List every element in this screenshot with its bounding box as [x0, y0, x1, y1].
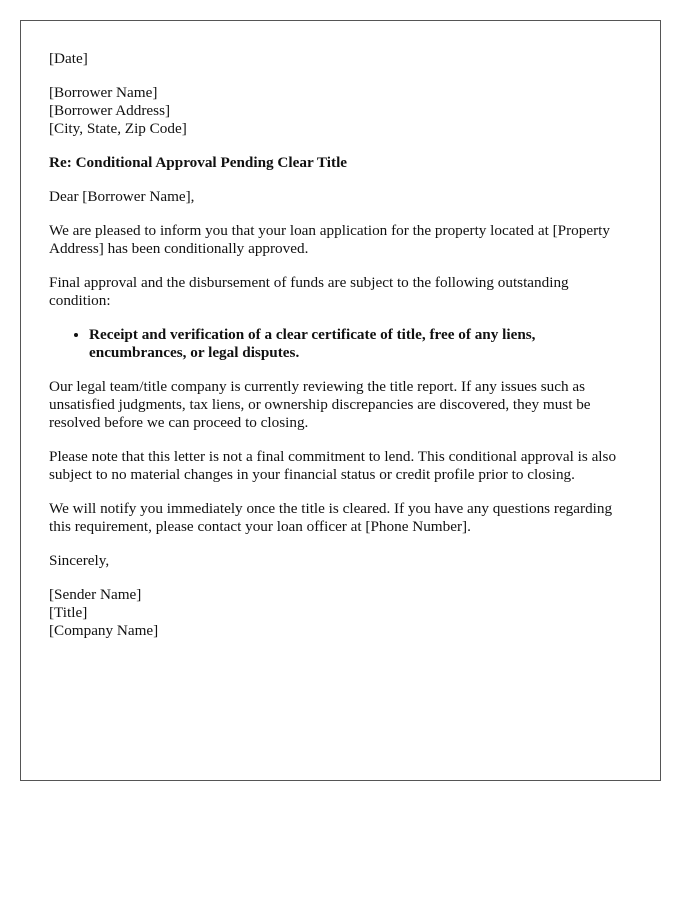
sender-company: [Company Name] [49, 622, 159, 639]
signature-block [49, 586, 632, 640]
condition-item-clear-title: • Receipt and verification of a clear certificate of title, free of any liens, encumbrances, or legal disputes. [89, 326, 632, 362]
letter-page [20, 20, 661, 781]
body-paragraph-conditions-intro: Final approval and the disbursement of funds are subject to the following outstanding condition: [49, 274, 569, 309]
sender-title: [Title] [49, 604, 88, 621]
salutation: Dear [Borrower Name], [49, 188, 195, 205]
subject-line: Re: Conditional Approval Pending Clear Title [49, 154, 348, 171]
body-paragraph-approval: We are pleased to inform you that your loan application for the property located at [Property Address] has been conditionally approved. [49, 222, 610, 257]
letter-date: [Date] [49, 50, 88, 67]
recipient-address: [Borrower Address] [49, 102, 171, 119]
body-paragraph-not-final-commitment: Please note that this letter is not a final commitment to lend. This conditional approval is also subject to no material changes in your financial status or credit profile prior to closing. [49, 448, 617, 483]
body-paragraph-title-review: Our legal team/title company is currently reviewing the title report. If any issues such as unsatisfied judgments, tax liens, or ownership discrepancies are discovered, they must be resolved before we can proceed to closing. [49, 378, 591, 431]
closing: Sincerely, [49, 552, 110, 569]
recipient-block [49, 84, 632, 138]
sender-name: [Sender Name] [49, 586, 142, 603]
recipient-city-state-zip: [City, State, Zip Code] [49, 120, 187, 137]
conditions-list [49, 326, 632, 362]
recipient-name: [Borrower Name] [49, 84, 158, 101]
body-paragraph-notification: We will notify you immediately once the title is cleared. If you have any questions regarding this requirement, please contact your loan officer at [Phone Number]. [49, 500, 613, 535]
